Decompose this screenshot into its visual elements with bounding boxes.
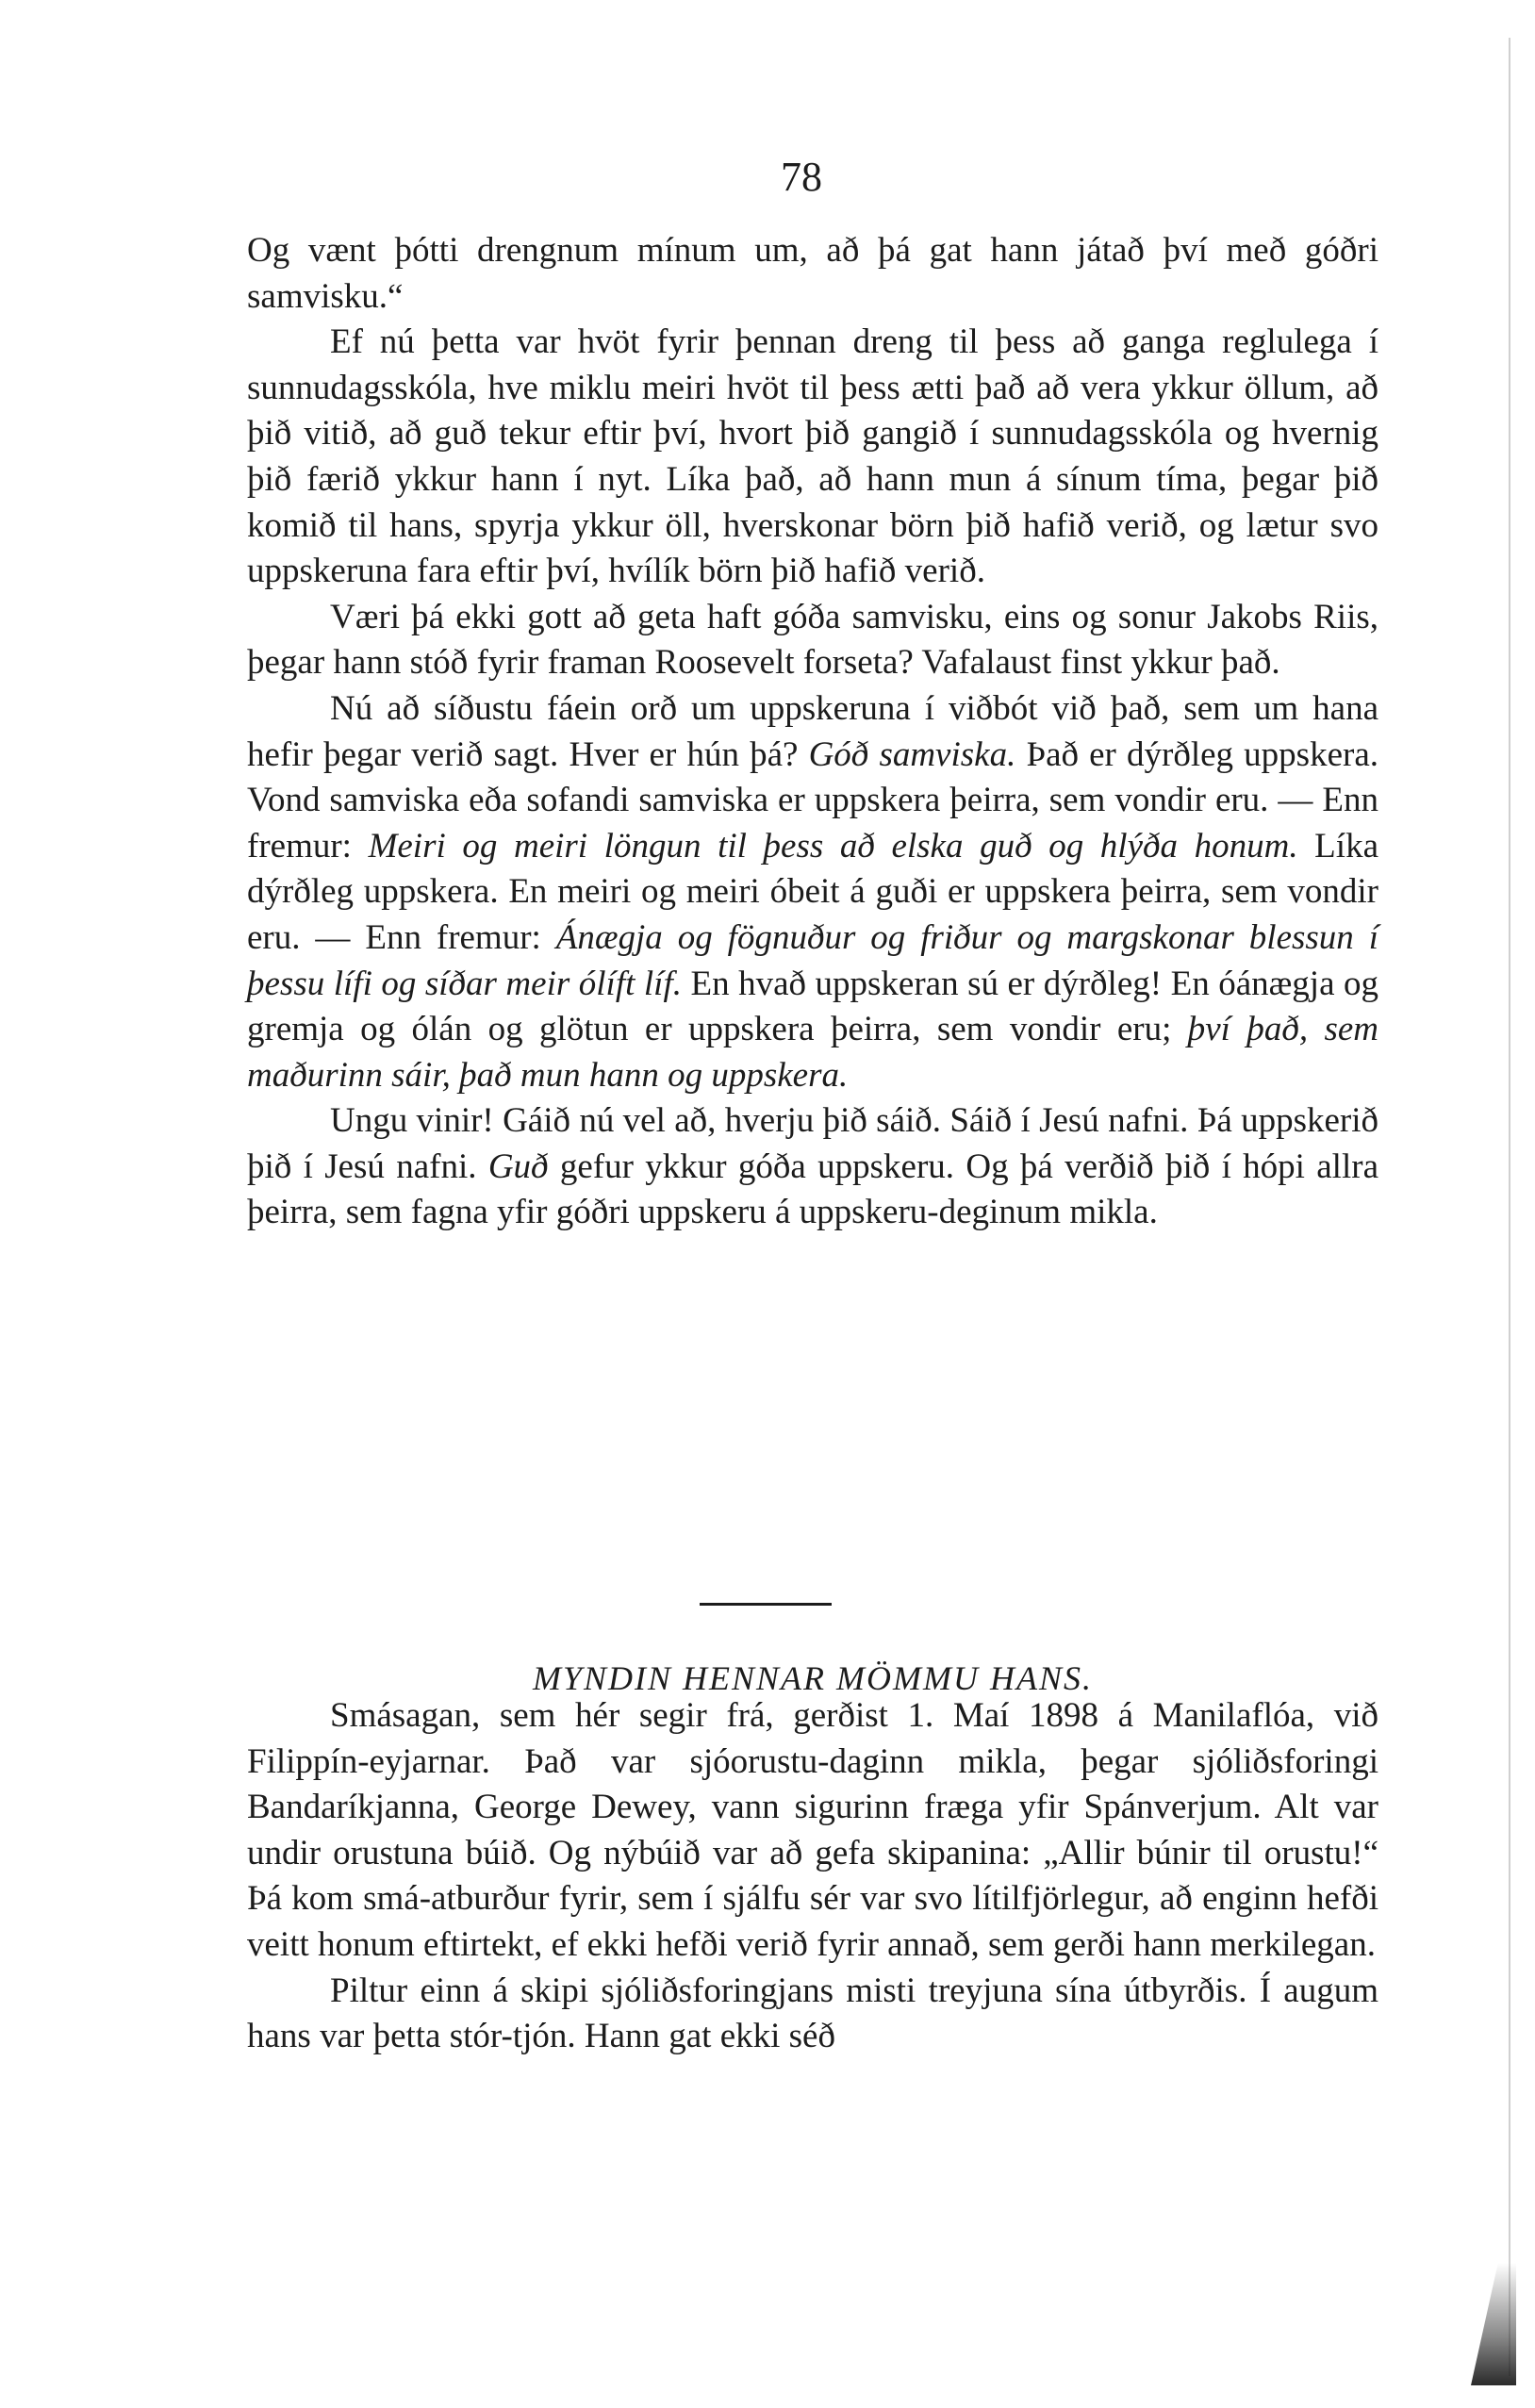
paragraph bbox=[247, 686, 1378, 1098]
story-paragraph bbox=[247, 1969, 1378, 2060]
italic-text: Góð samviska. bbox=[808, 734, 1016, 774]
story-paragraph bbox=[247, 1693, 1378, 1969]
text-run: En hvað uppskeran sú er dýrðleg! En óánægja og gremja og ólán og glötun er uppskera þeirra, sem vondir eru; bbox=[247, 964, 1379, 1049]
scan-margin-line bbox=[1509, 38, 1510, 2376]
text-run: Piltur einn á skipi sjóliðsforingjans misti treyjuna sína útbyrðis. Í augum hans var þetta stór-tjón. Hann gat ekki séð bbox=[247, 1971, 1378, 2056]
italic-text: Ánægja og fögnuður og friður og margskonar blessun í þessu lífi og síðar meir ólíft líf. bbox=[247, 917, 1378, 1003]
scan-corner-shadow bbox=[1471, 2263, 1516, 2385]
text-run: Líka dýrðleg uppskera. En meiri og meiri óbeit á guði er uppskera þeirra, sem vondir eru. — Enn fremur: bbox=[247, 826, 1378, 957]
text-run: Það er dýrðleg uppskera. Vond samviska eða sofandi samviska er uppskera þeirra, sem vondir eru. — Enn fremur: bbox=[247, 734, 1378, 866]
text-run: Ungu vinir! Gáið nú vel að, hverju þið sáið. Sáið í Jesú nafni. Þá uppskerið þið í Jesú nafni. bbox=[247, 1101, 1378, 1186]
text-run: gefur ykkur góða uppskeru. Og þá verðið þið í hópi allra þeirra, sem fagna yfir góðri uppskeru á uppskeru-deginum mikla. bbox=[247, 1146, 1378, 1232]
italic-text: því það, sem maðurinn sáir, það mun hann og uppskera. bbox=[247, 1010, 1378, 1095]
text-run: Nú að síðustu fáein orð um uppskeruna í viðbót við það, sem um hana hefir þegar verið sagt. Hver er hún þá? bbox=[247, 688, 1378, 774]
text-run: Og vænt þótti drengnum mínum um, að þá gat hann játað því með góðri samvisku.“ bbox=[247, 231, 1378, 316]
italic-text: Meiri og meiri löngun til þess að elska guð og hlýða honum. bbox=[368, 826, 1298, 866]
story-title: MYNDIN HENNAR MÖMMU HANS. bbox=[533, 1659, 1093, 1697]
sermon-text bbox=[247, 228, 1378, 1236]
paragraph bbox=[247, 228, 1378, 320]
italic-text: Guð bbox=[487, 1146, 549, 1186]
story-text bbox=[247, 1693, 1378, 2060]
paragraph bbox=[247, 595, 1378, 686]
text-run: Smásagan, sem hér segir frá, gerðist 1. Maí 1898 á Manilaflóa, við Filippín-eyjarnar. Það var sjóorustu-daginn mikla, þegar sjóliðsforingi Bandaríkjanna, George Dewey, vann sigurinn fræga yfir Spánverjum. Alt var undir orustuna búið. Og nýbúið var að gefa skipanina: „Allir búnir til orustu!“ Þá kom smá-atburður fyrir, sem í sjálfu sér var svo lítilfjörlegur, að enginn hefði veitt honum eftirtekt, ef ekki hefði verið fyrir annað, sem gerði hann merkilegan. bbox=[247, 1696, 1378, 1964]
page-number: 78 bbox=[781, 154, 822, 200]
section-divider bbox=[700, 1603, 832, 1606]
text-run: Væri þá ekki gott að geta haft góða samvisku, eins og sonur Jakobs Riis, þegar hann stóð fyrir framan Roosevelt forseta? Vafalaust finst ykkur það. bbox=[247, 597, 1378, 683]
text-run: Ef nú þetta var hvöt fyrir þennan dreng til þess að ganga reglulega í sunnudagsskóla, hve miklu meiri hvöt til þess ætti það að vera ykkur öllum, að þið vitið, að guð tekur eftir því, hvort þið gangið í sunnudagsskóla og hvernig þið færið ykkur hann í nyt. Líka það, að hann mun á sínum tíma, þegar þið komið til hans, spyrja ykkur öll, hverskonar börn þið hafið verið, og lætur svo uppskeruna fara eftir því, hvílík börn þið hafið verið. bbox=[247, 322, 1378, 591]
paragraph bbox=[247, 1098, 1378, 1236]
paragraph bbox=[247, 320, 1378, 595]
